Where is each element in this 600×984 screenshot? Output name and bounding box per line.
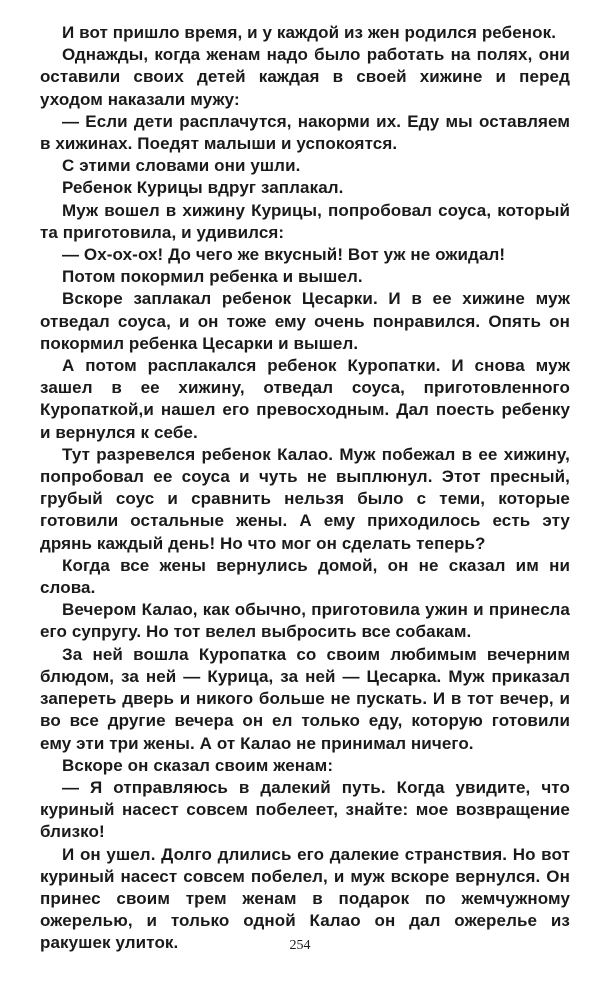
paragraph: Однажды, когда женам надо было работать на полях, они оставили своих детей каждая в своей хижине и перед уходом наказали мужу: xyxy=(40,45,570,109)
paragraph: И он ушел. Долго длились его далекие странствия. Но вот куриный насест совсем побелел, и муж вскоре вернулся. Он принес своим трем женам в подарок по жемчужному ожерелью, и только одной Калао он дал ожерелье из ракушек улиток. xyxy=(40,844,570,953)
paragraph: Вскоре он сказал своим женам: xyxy=(62,755,334,775)
page-number: 254 xyxy=(289,938,311,953)
paragraph: — Если дети расплачутся, накорми их. Еду мы оставляем в хижинах. Поедят малыши и успокоятся. xyxy=(40,111,570,154)
paragraph: Ребенок Курицы вдруг заплакал. xyxy=(62,178,344,198)
paragraph: А потом расплакался ребенок Куропатки. И снова муж зашел в ее хижину, отведал соуса, приготовленного Куропаткой,и нашел его превосходным. Дал поесть ребенку и вернулся к себе. xyxy=(40,356,570,442)
body-text xyxy=(40,22,570,955)
paragraph: Потом покормил ребенка и вышел. xyxy=(62,267,363,287)
paragraph: За ней вошла Куропатка со своим любимым вечерним блюдом, за ней — Курица, за ней — Цесарка. Муж приказал запереть дверь и никого больше не пускать. И в тот вечер, и во все другие вечера он ел только еду, которую готовили ему эти три жены. А от Калао не принимал ничего. xyxy=(40,644,570,753)
paragraph: И вот пришло время, и у каждой из жен родился ребенок. xyxy=(62,23,557,42)
paragraph: С этими словами они ушли. xyxy=(62,156,301,176)
paragraph: Тут разревелся ребенок Калао. Муж побежал в ее хижину, попробовал ее соуса и чуть не выплюнул. Этот пресный, грубый соус и сравнить нельзя было с теми, которые готовили остальные жены. А ему приходилось есть эту дрянь каждый день! Но что мог он сделать теперь? xyxy=(40,444,570,553)
paragraph: Муж вошел в хижину Курицы, попробовал соуса, который та приготовила, и удивился: xyxy=(40,200,570,242)
paragraph: Когда все жены вернулись домой, он не сказал им ни слова. xyxy=(40,555,570,598)
paragraph: Вечером Калао, как обычно, приготовила ужин и принесла его супругу. Но тот велел выбросить все собакам. xyxy=(40,600,570,642)
paragraph: Вскоре заплакал ребенок Цесарки. И в ее хижине муж отведал соуса, и он тоже ему очень понравился. Опять он покормил ребенка Цесарки и вышел. xyxy=(40,289,570,353)
paragraph: — Ох-ох-ох! До чего же вкусный! Вот уж не ожидал! xyxy=(62,245,506,265)
paragraph: — Я отправляюсь в далекий путь. Когда увидите, что куриный насест совсем побелеет, знайте: мое возвращение близко! xyxy=(40,777,570,842)
